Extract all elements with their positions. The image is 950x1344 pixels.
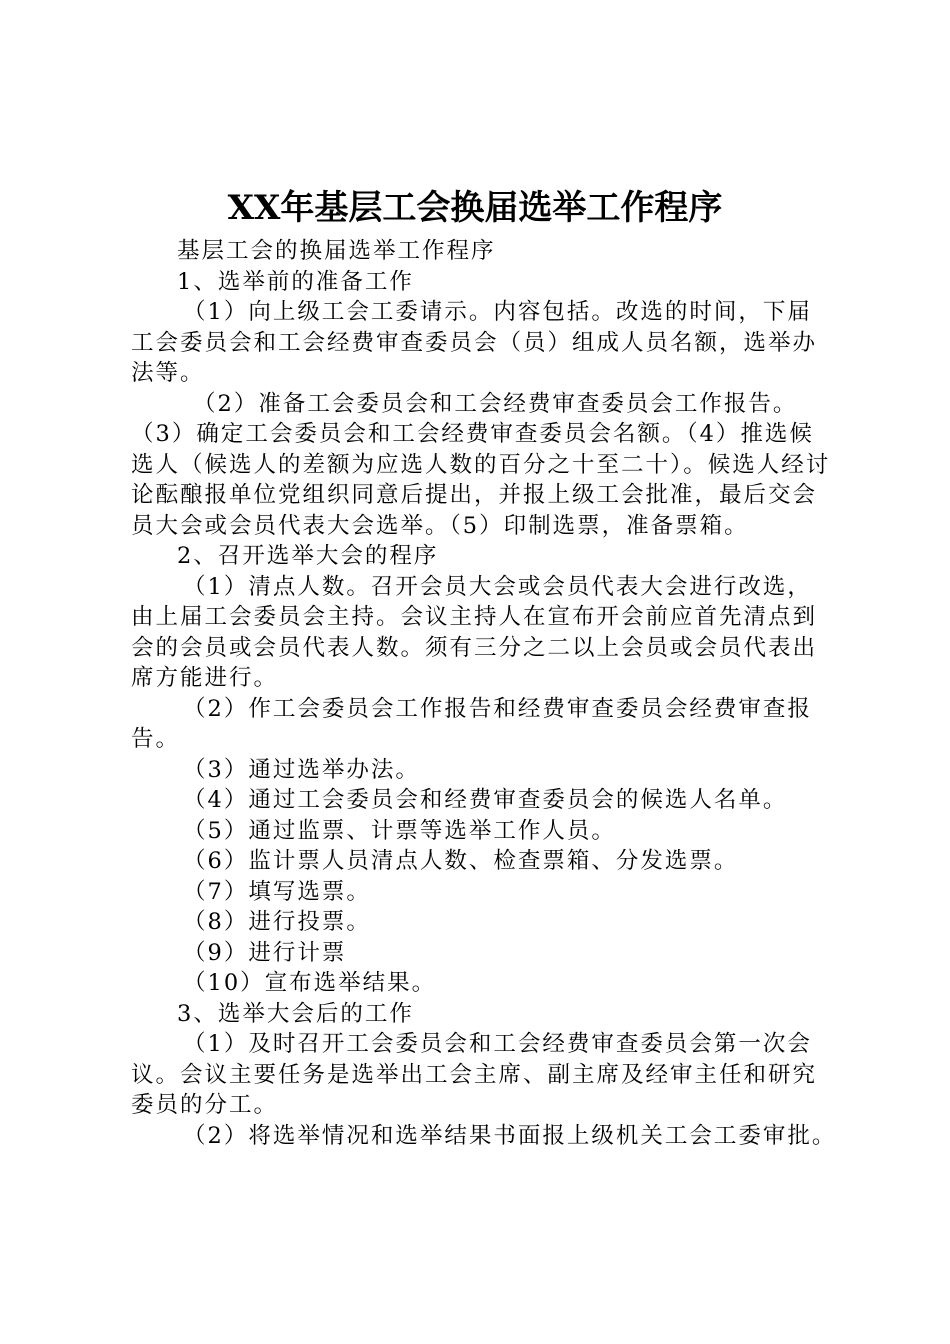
paragraph-2-2: （2）作工会委员会工作报告和经费审查委员会经费审查报告。 bbox=[131, 695, 812, 752]
paragraph-2-4: （4）通过工会委员会和经费审查委员会的候选人名单。 bbox=[183, 787, 788, 813]
paragraph-1-3-to-5: （3）确定工会委员会和工会经费审查委员会名额。（4）推选候选人（候选人的差额为应选人数的百分之十至二十）。候选人经讨论酝酿报单位党组织同意后提出，并报上级工会批准，最后交会员大会或会员代表大会选举。（5）印制选票，准备票箱。 bbox=[131, 421, 831, 539]
paragraph-2-3: （3）通过选举办法。 bbox=[183, 756, 420, 783]
paragraph-2-9: （9）进行计票 bbox=[183, 939, 347, 966]
paragraph-1-1: （1）向上级工会工委请示。内容包括。改选的时间，下届工会委员会和工会经费审查委员会（员）组成人员名额，选举办法等。 bbox=[131, 299, 818, 386]
paragraph-2-7: （7）填写选票。 bbox=[183, 878, 371, 905]
document-title: XX年基层工会换届选举工作程序 bbox=[227, 188, 723, 228]
paragraph-1-2: （2）准备工会委员会和工会经费审查委员会工作报告。 bbox=[193, 390, 798, 417]
paragraph-intro: 基层工会的换届选举工作程序 bbox=[177, 238, 496, 264]
paragraph-2-8: （8）进行投票。 bbox=[183, 909, 371, 935]
paragraph-2-10: （10）宣布选举结果。 bbox=[183, 970, 437, 996]
section-heading-1: 1、选举前的准备工作 bbox=[177, 268, 414, 295]
paragraph-2-1: （1）清点人数。召开会员大会或会员代表大会进行改选，由上届工会委员会主持。会议主持人在宣布开会前应首先清点到会的会员或会员代表人数。须有三分之二以上会员或会员代表出席方能进行。 bbox=[131, 573, 818, 691]
paragraph-3-1: （1）及时召开工会委员会和工会经费审查委员会第一次会议。会议主要任务是选举出工会主席、副主席及经审主任和研究委员的分工。 bbox=[131, 1031, 818, 1118]
paragraph-2-5: （5）通过监票、计票等选举工作人员。 bbox=[183, 817, 616, 844]
paragraph-2-6: （6）监计票人员清点人数、检查票箱、分发选票。 bbox=[183, 848, 739, 874]
section-heading-3: 3、选举大会后的工作 bbox=[177, 1000, 414, 1027]
document-body bbox=[131, 236, 837, 1151]
paragraph-3-2: （2）将选举情况和选举结果书面报上级机关工会工委审批。 bbox=[183, 1122, 837, 1149]
section-heading-2: 2、召开选举大会的程序 bbox=[177, 543, 439, 569]
